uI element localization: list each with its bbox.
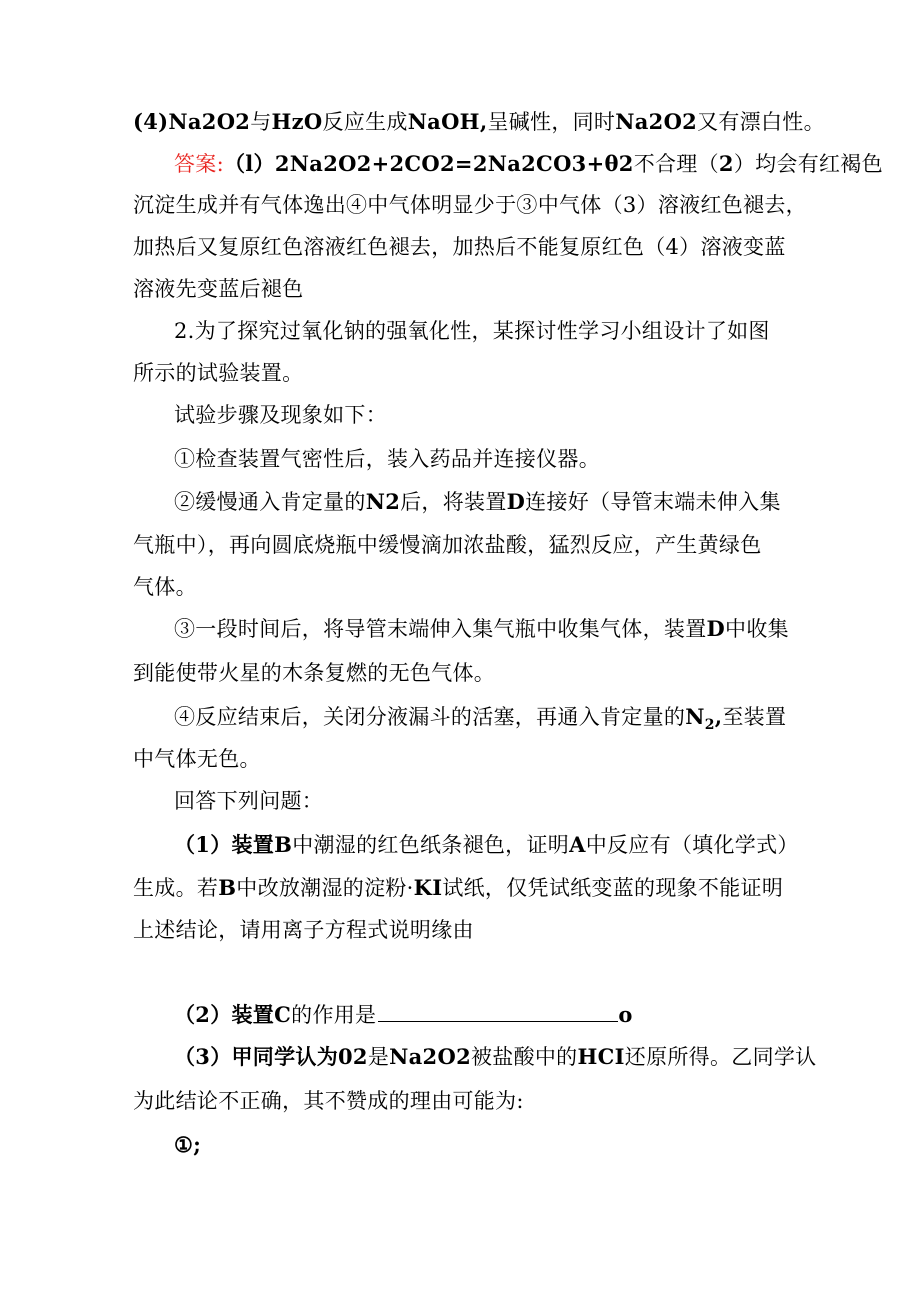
question-2 xyxy=(174,1000,834,1030)
formula-o2: 02 xyxy=(338,1044,368,1069)
formula-na2o2: Na2O2 xyxy=(389,1044,471,1069)
text-segment: 呈碱性，同时 xyxy=(487,110,616,134)
apparatus-a: A xyxy=(569,832,586,857)
formula-ki: KI xyxy=(413,875,443,900)
text-line-14: 到能使带火星的木条复燃的无色气体。 xyxy=(133,661,496,685)
text-segment: 被盐酸中的 xyxy=(470,1045,578,1069)
step-1: ①检查装置气密性后，装入药品并连接仪器。 xyxy=(174,447,600,471)
steps-heading: 试验步骤及现象如下： xyxy=(174,403,387,427)
formula-h2o: HzO xyxy=(271,109,323,134)
question-1 xyxy=(174,830,834,860)
text-segment: 连接好（导管末端未伸入集 xyxy=(525,490,781,514)
formula-n2: N2 xyxy=(365,489,401,514)
text-line-19 xyxy=(133,873,793,903)
formula-na2o2: (4)Na2O2 xyxy=(133,109,251,134)
apparatus-d: D xyxy=(706,616,726,641)
step-3 xyxy=(174,614,834,644)
step-2 xyxy=(174,487,834,517)
text-segment: 生成。若 xyxy=(133,876,219,900)
apparatus-b: B xyxy=(218,875,237,900)
text-segment: 反应生成 xyxy=(322,110,408,134)
text-line-4: 加热后又复原红色溶液红色褪去，加热后不能复原红色（4）溶液变蓝 xyxy=(133,235,786,259)
apparatus-d: D xyxy=(506,489,526,514)
answer-line xyxy=(174,149,883,179)
text-segment: 中改放潮湿的淀粉· xyxy=(236,876,414,900)
text-line-12: 气体。 xyxy=(133,575,197,599)
text-line-20: 上述结论，请用离子方程式说明缘由 xyxy=(133,918,474,942)
text-segment: 中反应有（填化学式） xyxy=(585,833,799,857)
text-segment: 后，将装置 xyxy=(400,490,507,514)
answer-item-1: ①; xyxy=(174,1132,202,1157)
text-line-5: 溶液先变蓝后褪色 xyxy=(133,277,304,301)
questions-heading: 回答下列问题： xyxy=(174,789,324,813)
apparatus-c: C xyxy=(274,1002,292,1027)
text-segment: 中收集 xyxy=(725,617,789,641)
text-segment: 中潮湿的红色纸条褪色，证明 xyxy=(292,833,570,857)
answer-label: 答案: xyxy=(174,152,224,176)
text-segment: 至装置 xyxy=(722,705,787,729)
formula-hcl: HCI xyxy=(577,1044,625,1069)
text-segment: ④反应结束后，关闭分液漏斗的活塞，再通入肯定量的 xyxy=(174,705,686,729)
formula-naoh: NaOH, xyxy=(407,109,488,134)
text-segment: 是 xyxy=(367,1045,390,1069)
text-line-23: 为此结论不正确，其不赞成的理由可能为: xyxy=(133,1089,524,1113)
question-3 xyxy=(174,1042,834,1072)
text-line-11: 气瓶中），再向圆底烧瓶中缓慢滴加浓盐酸，猛烈反应，产生黄绿色 xyxy=(133,533,762,557)
text-segment: 2 xyxy=(718,151,734,176)
text-segment: 还原所得。乙同学认 xyxy=(624,1045,817,1069)
subscript: 2 xyxy=(704,717,715,734)
text-segment: （3）甲同学认为 xyxy=(174,1044,339,1069)
text-segment: （l） xyxy=(223,151,275,176)
answer-blank xyxy=(378,1001,618,1022)
reaction-equation: 2Na2O2+2CO2=2Na2CO3+θ2 xyxy=(274,151,634,176)
text-segment: ）均会有红褐色 xyxy=(733,152,883,176)
text-line-16: 中气体无色。 xyxy=(133,747,261,771)
text-segment: 与 xyxy=(250,110,272,134)
text-segment: o xyxy=(618,1002,633,1027)
question-2-intro: 2.为了探究过氧化钠的强氧化性，某探讨性学习小组设计了如图 xyxy=(174,319,770,343)
step-4 xyxy=(174,702,834,740)
text-segment: ③一段时间后，将导管末端伸入集气瓶中收集气体，装置 xyxy=(174,617,707,641)
text-segment: ②缓慢通入肯定量的 xyxy=(174,490,366,514)
text-segment: 试纸，仅凭试纸变蓝的现象不能证明 xyxy=(442,876,784,900)
text-segment: （1）装置 xyxy=(174,832,275,857)
text-line-3: 沉淀生成并有气体逸出④中气体明显少于③中气体（3）溶液红色褪去， xyxy=(133,193,807,217)
text-line-1 xyxy=(133,107,825,137)
formula-n: N xyxy=(685,704,705,729)
text-segment: 又有漂白性。 xyxy=(697,110,825,134)
apparatus-b: B xyxy=(274,832,293,857)
text-segment: 的作用是 xyxy=(291,1003,377,1027)
text-segment: , xyxy=(714,704,723,729)
formula-na2o2: Na2O2 xyxy=(615,109,698,134)
text-segment: （2）装置 xyxy=(174,1002,275,1027)
text-segment: 不合理（ xyxy=(633,152,719,176)
text-line-7: 所示的试验装置。 xyxy=(133,361,304,385)
